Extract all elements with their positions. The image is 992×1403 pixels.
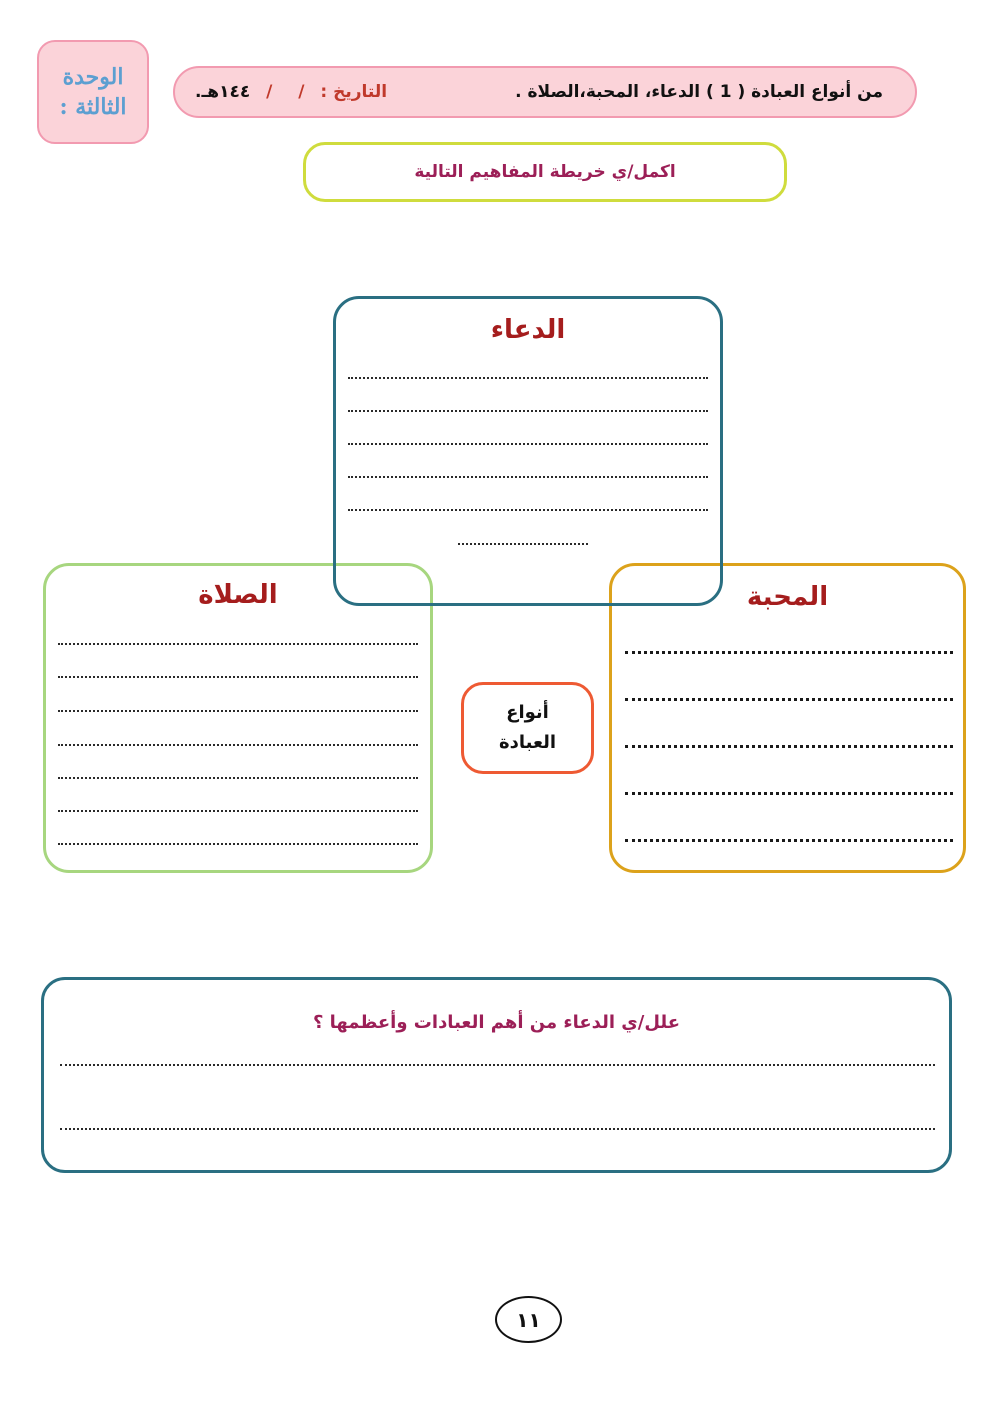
answer-line[interactable] bbox=[58, 710, 418, 712]
concept-box-mahabba bbox=[609, 563, 966, 873]
header-bar bbox=[173, 66, 917, 118]
date-slash-month: / bbox=[266, 82, 273, 102]
answer-line[interactable] bbox=[58, 810, 418, 812]
answer-line[interactable] bbox=[625, 792, 953, 795]
answer-line[interactable] bbox=[60, 1064, 935, 1066]
answer-line[interactable] bbox=[58, 643, 418, 645]
answer-line[interactable] bbox=[458, 543, 588, 545]
date-label: التاريخ : bbox=[320, 82, 388, 102]
answer-line[interactable] bbox=[58, 676, 418, 678]
unit-badge-line1: الوحدة bbox=[62, 64, 124, 90]
lesson-title: من أنواع العبادة ( 1 ) الدعاء، المحبة،الصلاة . bbox=[515, 82, 883, 102]
answer-line[interactable] bbox=[348, 476, 708, 478]
question-text: علل/ي الدعاء من أهم العبادات وأعظمها ؟ bbox=[312, 1012, 681, 1033]
concept-box-title: المحبة bbox=[746, 582, 829, 612]
concept-box-dua bbox=[333, 296, 723, 606]
answer-line[interactable] bbox=[60, 1128, 935, 1130]
concept-box-title: الصلاة bbox=[198, 580, 278, 610]
date-field bbox=[195, 82, 387, 102]
answer-line[interactable] bbox=[58, 744, 418, 746]
concept-map-center bbox=[461, 682, 594, 774]
answer-line[interactable] bbox=[625, 839, 953, 842]
date-slash-day: / bbox=[298, 82, 305, 102]
answer-line[interactable] bbox=[58, 777, 418, 779]
concept-box-title: الدعاء bbox=[490, 315, 566, 345]
center-label-line1: أنواع bbox=[506, 702, 549, 723]
answer-line[interactable] bbox=[348, 377, 708, 379]
page-number bbox=[495, 1296, 562, 1343]
question-box bbox=[41, 977, 952, 1173]
answer-line[interactable] bbox=[348, 509, 708, 511]
answer-line[interactable] bbox=[625, 651, 953, 654]
answer-line[interactable] bbox=[348, 443, 708, 445]
answer-line[interactable] bbox=[625, 698, 953, 701]
unit-badge bbox=[37, 40, 149, 144]
concept-box-salah bbox=[43, 563, 433, 873]
date-year: ١٤٤هـ. bbox=[195, 82, 251, 102]
page-number-text: ١١ bbox=[516, 1307, 541, 1332]
answer-line[interactable] bbox=[348, 410, 708, 412]
center-label-line2: العبادة bbox=[498, 732, 557, 753]
instruction-text: اكمل/ي خريطة المفاهيم التالية bbox=[414, 162, 676, 182]
instruction-banner bbox=[303, 142, 787, 202]
answer-line[interactable] bbox=[58, 843, 418, 845]
unit-badge-line2: الثالثة : bbox=[59, 94, 127, 120]
answer-line[interactable] bbox=[625, 745, 953, 748]
